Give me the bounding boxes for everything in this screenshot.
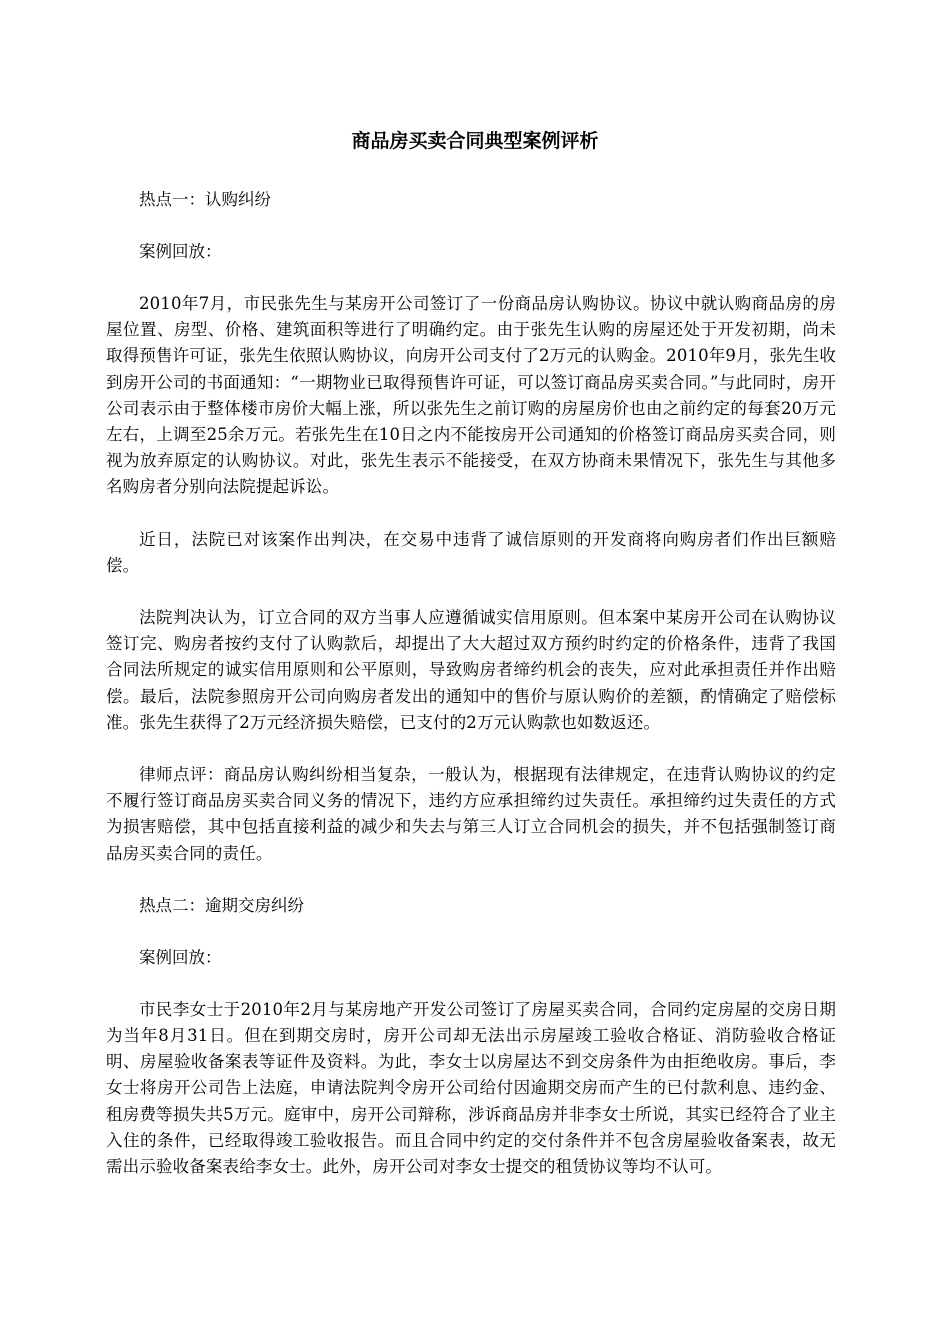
case-review-label-2: 案例回放： — [139, 947, 222, 967]
lawyer-comment-paragraph: 律师点评：商品房认购纠纷相当复杂，一般认为，根据现有法律规定，在违背认购协议的约定不履行签订商品房买卖合同义务的情况下，违约方应承担缔约过失责任。承担缔约过失责任的方式为损害赔偿，其中包括直接利益的减少和失去与第三人订立合同机会的损失，并不包括强制签订商品房买卖合同的责任。 — [106, 765, 836, 863]
section-heading-hotspot-2: 热点二：逾期交房纠纷 — [139, 895, 304, 915]
case-review-label: 案例回放： — [139, 242, 222, 261]
document-title: 商品房买卖合同典型案例评析 — [351, 130, 599, 152]
court-reasoning-paragraph: 法院判决认为，订立合同的双方当事人应遵循诚实信用原则。但本案中某房开公司在认购协议签订完、购房者按约支付了认购款后，却提出了大大超过双方预约时约定的价格条件，违背了我国合同法所规定的诚实信用原则和公平原则，导致购房者缔约机会的丧失，应对此承担责任并作出赔偿。最后，法院参照房开公司向购房者发出的通知中的售价与原认购价的差额，酌情确定了赔偿标准。张先生获得了2万元经济损失赔偿，已支付的2万元认购款也如数返还。 — [106, 608, 836, 732]
document-body — [106, 187, 836, 1206]
court-ruling-summary-paragraph: 近日，法院已对该案作出判决，在交易中违背了诚信原则的开发商将向购房者们作出巨额赔偿。 — [106, 529, 836, 575]
section-heading-hotspot-1: 热点一：认购纠纷 — [139, 190, 271, 209]
case-2-paragraph: 市民李女士于2010年2月与某房地产开发公司签订了房屋买卖合同，合同约定房屋的交房日期为当年8月31日。但在到期交房时，房开公司却无法出示房屋竣工验收合格证、消防验收合格证明、房屋验收备案表等证件及资料。为此，李女士以房屋达不到交房条件为由拒绝收房。事后，李女士将房开公司告上法庭，申请法院判令房开公司给付因逾期交房而产生的已付款利息、违约金、租房费等损失共5万元。庭审中，房开公司辩称，涉诉商品房并非李女士所说，其实已经符合了业主入住的条件，已经取得竣工验收报告。而且合同中约定的交付条件并不包含房屋验收备案表，故无需出示验收备案表给李女士。此外，房开公司对李女士提交的租赁协议等均不认可。 — [106, 999, 836, 1177]
case-1-paragraph: 2010年7月，市民张先生与某房开公司签订了一份商品房认购协议。协议中就认购商品房的房屋位置、房型、价格、建筑面积等进行了明确约定。由于张先生认购的房屋还处于开发初期，尚未取得预售许可证，张先生依照认购协议，向房开公司支付了2万元的认购金。2010年9月，张先生收到房开公司的书面通知：“一期物业已取得预售许可证，可以签订商品房买卖合同。”与此同时，房开公司表示由于整体楼市房价大幅上涨，所以张先生之前订购的房屋房价也由之前约定的每套20万元左右，上调至25余万元。若张先生在10日之内不能按房开公司通知的价格签订商品房买卖合同，则视为放弃原定的认购协议。对此，张先生表示不能接受，在双方协商未果情况下，张先生与其他多名购房者分别向法院提起诉讼。 — [106, 294, 836, 497]
